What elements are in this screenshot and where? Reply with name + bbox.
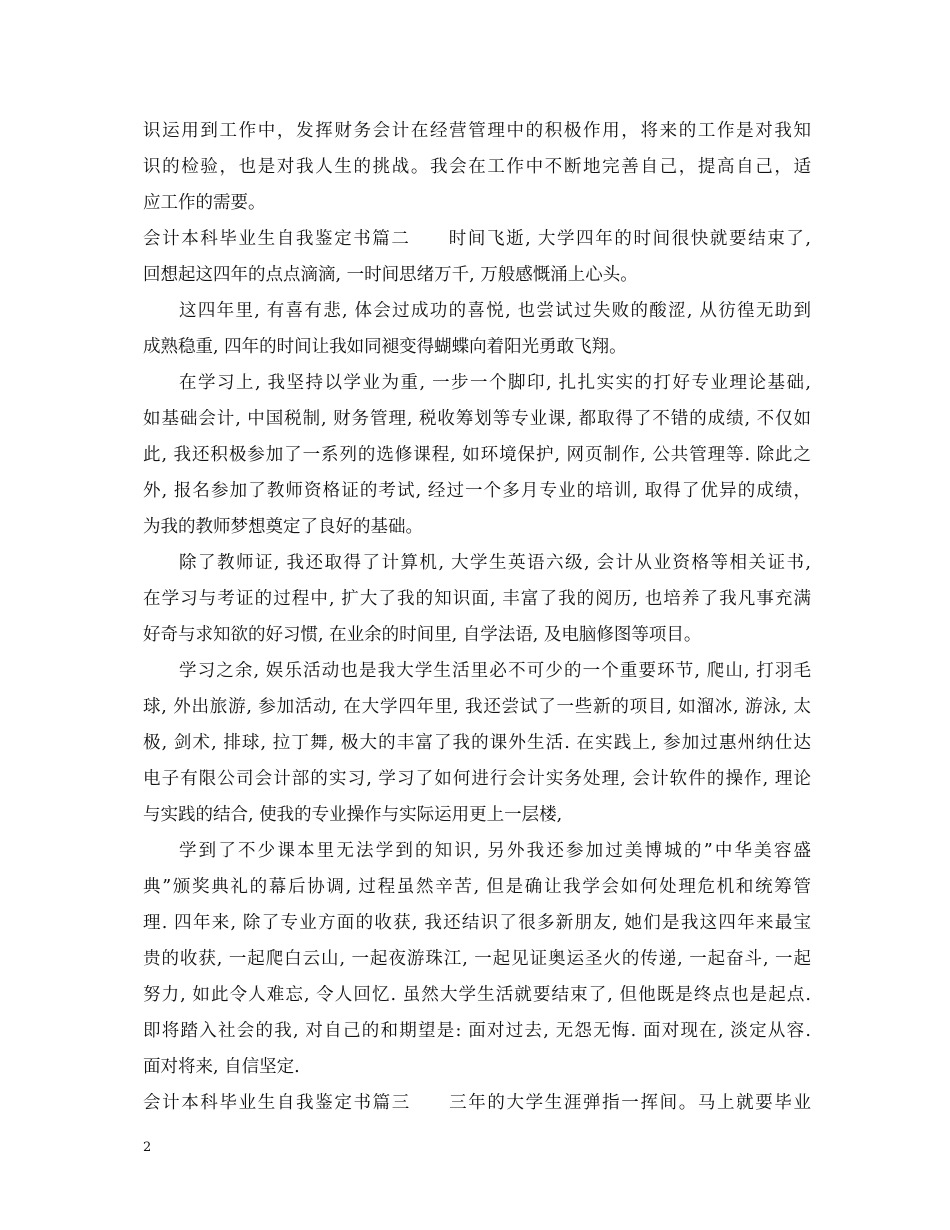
text-line: 典”颁奖典礼的幕后协调, 过程虽然辛苦, 但是确让我学会如何处理危机和统筹管 [143,877,811,897]
paragraph-start-line: 这四年里, 有喜有悲, 体会过成功的喜悦, 也尝试过失败的酸涩, 从彷徨无助到 [179,301,811,321]
text-line: 面对将来, 自信坚定. [143,1057,300,1077]
text-line: 即将踏入社会的我, 对自己的和期望是: 面对过去, 无怨无悔. 面对现在, 淡定从容. [143,1021,811,1041]
section-heading-line: 会计本科毕业生自我鉴定书篇三 三年的大学生涯弹指一挥间。马上就要毕业 [143,1093,811,1113]
text-line: 成熟稳重, 四年的时间让我如同褪变得蝴蝶向着阳光勇敢飞翔。 [143,337,627,357]
text-line: 理. 四年来, 除了专业方面的收获, 我还结识了很多新朋友, 她们是我这四年来最宝 [143,913,811,933]
text-line: 贵的收获, 一起爬白云山, 一起夜游珠江, 一起见证奥运圣火的传递, 一起奋斗, 一起 [143,949,811,969]
paragraph-start-line: 学到了不少课本里无法学到的知识, 另外我还参加过美博城的”中华美容盛 [179,841,811,861]
text-line: 此, 我还积极参加了一系列的选修课程, 如环境保护, 网页制作, 公共管理等. 除此之 [143,445,811,465]
text-line: 识的检验，也是对我人生的挑战。我会在工作中不断地完善自己，提高自己，适 [143,157,811,177]
paragraph-start-line: 学习之余, 娱乐活动也是我大学生活里必不可少的一个重要环节, 爬山, 打羽毛 [179,661,811,681]
text-line: 好奇与求知欲的好习惯, 在业余的时间里, 自学法语, 及电脑修图等项目。 [143,625,702,645]
text-line: 外, 报名参加了教师资格证的考试, 经过一个多月专业的培训, 取得了优异的成绩， [143,481,811,501]
page-number: 2 [143,1140,152,1155]
text-line: 在学习与考证的过程中, 扩大了我的知识面, 丰富了我的阅历, 也培养了我凡事充满 [143,589,811,609]
text-line: 为我的教师梦想奠定了良好的基础。 [143,517,423,537]
text-line: 如基础会计, 中国税制, 财务管理, 税收筹划等专业课, 都取得了不错的成绩, 不仅如 [143,409,811,429]
text-line: 电子有限公司会计部的实习, 学习了如何进行会计实务处理, 会计软件的操作, 理论 [143,769,811,789]
text-line: 识运用到工作中，发挥财务会计在经营管理中的积极作用，将来的工作是对我知 [143,121,811,141]
text-line: 努力, 如此令人难忘, 令人回忆. 虽然大学生活就要结束了, 但他既是终点也是起点. [143,985,811,1005]
document-body [143,113,811,1121]
text-line: 与实践的结合, 使我的专业操作与实际运用更上一层楼, [143,805,563,825]
text-line: 回想起这四年的点点滴滴, 一时间思绪万千, 万般感慨涌上心头。 [143,265,638,285]
text-line: 极, 剑术, 排球, 拉丁舞, 极大的丰富了我的课外生活. 在实践上, 参加过惠州纳仕达 [143,733,811,753]
paragraph-start-line: 除了教师证, 我还取得了计算机, 大学生英语六级, 会计从业资格等相关证书, [179,553,811,573]
text-line: 应工作的需要。 [143,193,266,213]
paragraph-start-line: 在学习上, 我坚持以学业为重, 一步一个脚印, 扎扎实实的打好专业理论基础, [179,373,811,393]
section-heading-line: 会计本科毕业生自我鉴定书篇二 时间飞逝, 大学四年的时间很快就要结束了, [143,229,811,249]
text-line: 球, 外出旅游, 参加活动, 在大学四年里, 我还尝试了一些新的项目, 如溜冰, 游泳, 太 [143,697,811,717]
